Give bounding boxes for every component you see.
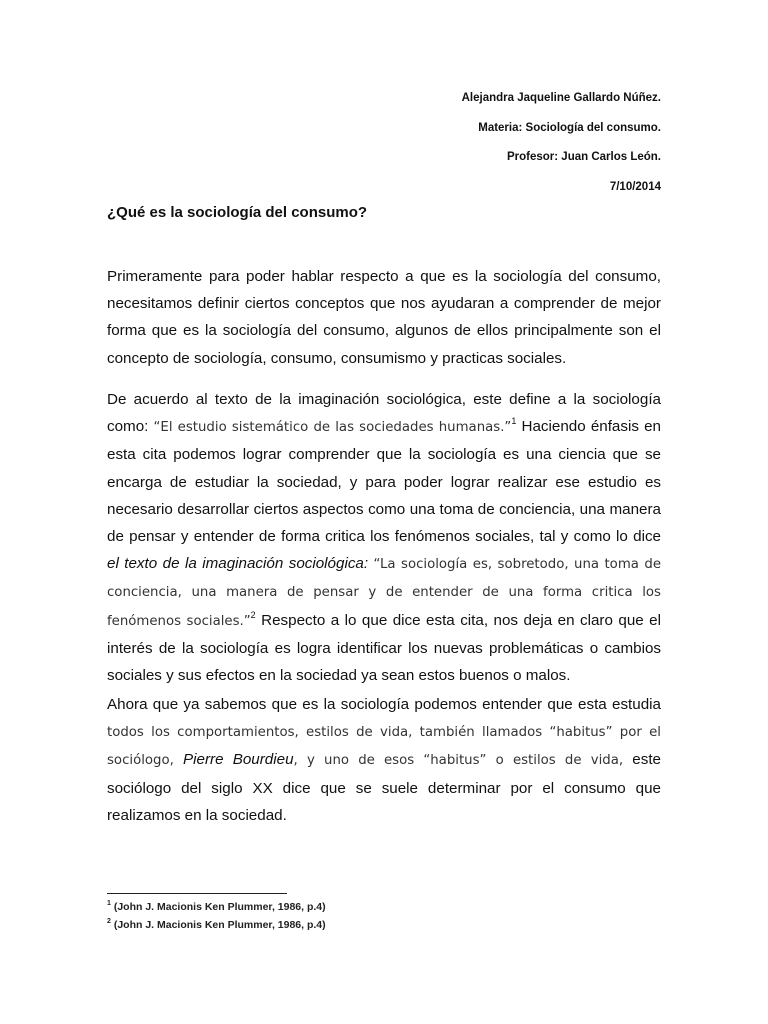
footnote-text: (John J. Macionis Ken Plummer, 1986, p.4) bbox=[110, 901, 326, 913]
paragraph-2-end: Respecto a lo que dice esta cita, nos deja en claro que el interés de la sociología es logra identificar los nuevas problemáticas o cambios sociales y sus efectos en la sociedad ya sean estos buenos o malos. bbox=[107, 611, 661, 685]
source-title: el texto de la imaginación sociológica: bbox=[107, 555, 369, 573]
paragraph-3 bbox=[107, 691, 661, 829]
footnote-text: (John J. Macionis Ken Plummer, 1986, p.4) bbox=[110, 919, 326, 931]
paragraph-2-intro: De acuerdo al texto de la imaginación sociológica, este define a la sociología como: bbox=[107, 391, 661, 436]
footnote-number: 1 bbox=[107, 900, 111, 907]
footnote-2 bbox=[107, 917, 326, 935]
paragraph-3-styled: todos los comportamientos, estilos de vida, también llamados “habitus” por el sociólogo, bbox=[107, 725, 661, 769]
date-line: 7/10/2014 bbox=[609, 180, 661, 193]
document-header bbox=[462, 90, 661, 208]
footnote-1 bbox=[107, 899, 326, 917]
paragraph-1: Primeramente para poder hablar respecto a que es la sociología del consumo, necesitamos definir ciertos conceptos que nos ayudaran a comprender de mejor forma que es la sociología del consumo, algunos de ellos principalmente son el concepto de sociología, consumo, consumismo y practicas sociales. bbox=[107, 268, 661, 367]
subject-line: Materia: Sociología del consumo. bbox=[478, 121, 661, 134]
paragraph-3-end: este sociólogo del siglo XX dice que se suele determinar por el consumo que realizamos en la sociedad. bbox=[107, 751, 662, 824]
paragraph-2-middle: Haciendo énfasis en esta cita podemos lograr comprender que la sociología es una ciencia que se encarga de estudiar la sociedad, y para poder lograr realizar ese estudio es necesario desarrollar ciertos aspectos como una toma de conciencia, una manera de pensar y entender de forma critica los fenómenos sociales, tal y como lo dice bbox=[107, 418, 662, 546]
document-title: ¿Qué es la sociología del consumo? bbox=[107, 204, 368, 221]
quote-1: “El estudio sistemático de las sociedades humanas.” bbox=[153, 420, 512, 436]
footnotes bbox=[107, 899, 326, 935]
footnote-separator bbox=[107, 893, 287, 894]
paragraph-3-styled-2: , y uno de esos “habitus” o estilos de vida, bbox=[293, 753, 624, 769]
paragraph-3-start: Ahora que ya sabemos que es la sociología podemos entender que esta estudia bbox=[107, 696, 661, 713]
paragraph-2 bbox=[107, 386, 661, 689]
professor-line: Profesor: Juan Carlos León. bbox=[506, 151, 661, 163]
author-name: Alejandra Jaqueline Gallardo Núñez. bbox=[461, 92, 661, 104]
footnote-ref-2[interactable]: 2 bbox=[250, 609, 256, 620]
footnote-number: 2 bbox=[107, 918, 111, 925]
quote-2: “La sociología es, sobretodo, una toma de conciencia, una manera de pensar y de entender de una forma critica los fenómenos sociales.” bbox=[107, 557, 661, 629]
author-mention: Pierre Bourdieu bbox=[183, 751, 294, 769]
footnote-ref-1[interactable]: 1 bbox=[511, 416, 517, 427]
